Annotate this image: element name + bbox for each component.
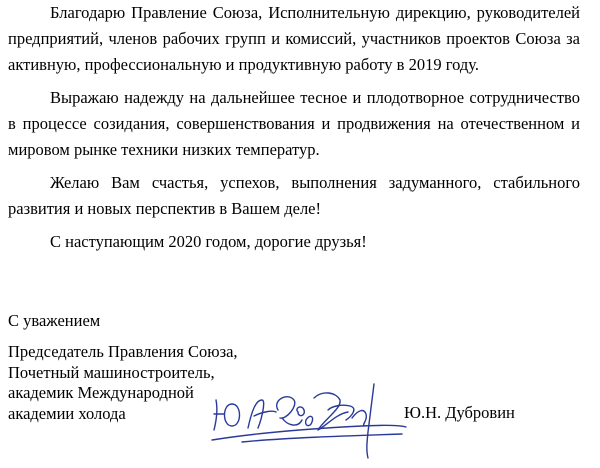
signer-title-line: академии холода (8, 403, 126, 423)
paragraph-new-year: С наступающим 2020 годом, дорогие друзья! (50, 232, 367, 251)
signer-title-line: Председатель Правления Союза, (8, 342, 238, 361)
paragraph-wishes: Желаю Вам счастья, успехов, выполнения задуманного, стабильного развития и новых перспектив в Вашем деле! (8, 173, 580, 218)
letter-body (8, 0, 580, 255)
signer-title-line: Почетный машиностроитель, (8, 362, 215, 382)
handwritten-signature-icon (202, 370, 412, 462)
signer-name: Ю.Н. Дубровин (404, 403, 515, 422)
closing-regards: С уважением (8, 311, 101, 330)
paragraph-thanks: Благодарю Правление Союза, Исполнительную дирекцию, руководителей предприятий, членов рабочих групп и комиссий, участников проектов Союза за активную, профессиональную и продуктивную работу в 2019 году. (8, 3, 580, 74)
signer-title-line: академик Международной (8, 383, 194, 402)
paragraph-cooperation: Выражаю надежду на дальнейшее тесное и плодотворное сотрудничество в процессе созидания, совершенствования и продвижения на отечественном и мировом рынке техники низких температур. (8, 88, 580, 159)
